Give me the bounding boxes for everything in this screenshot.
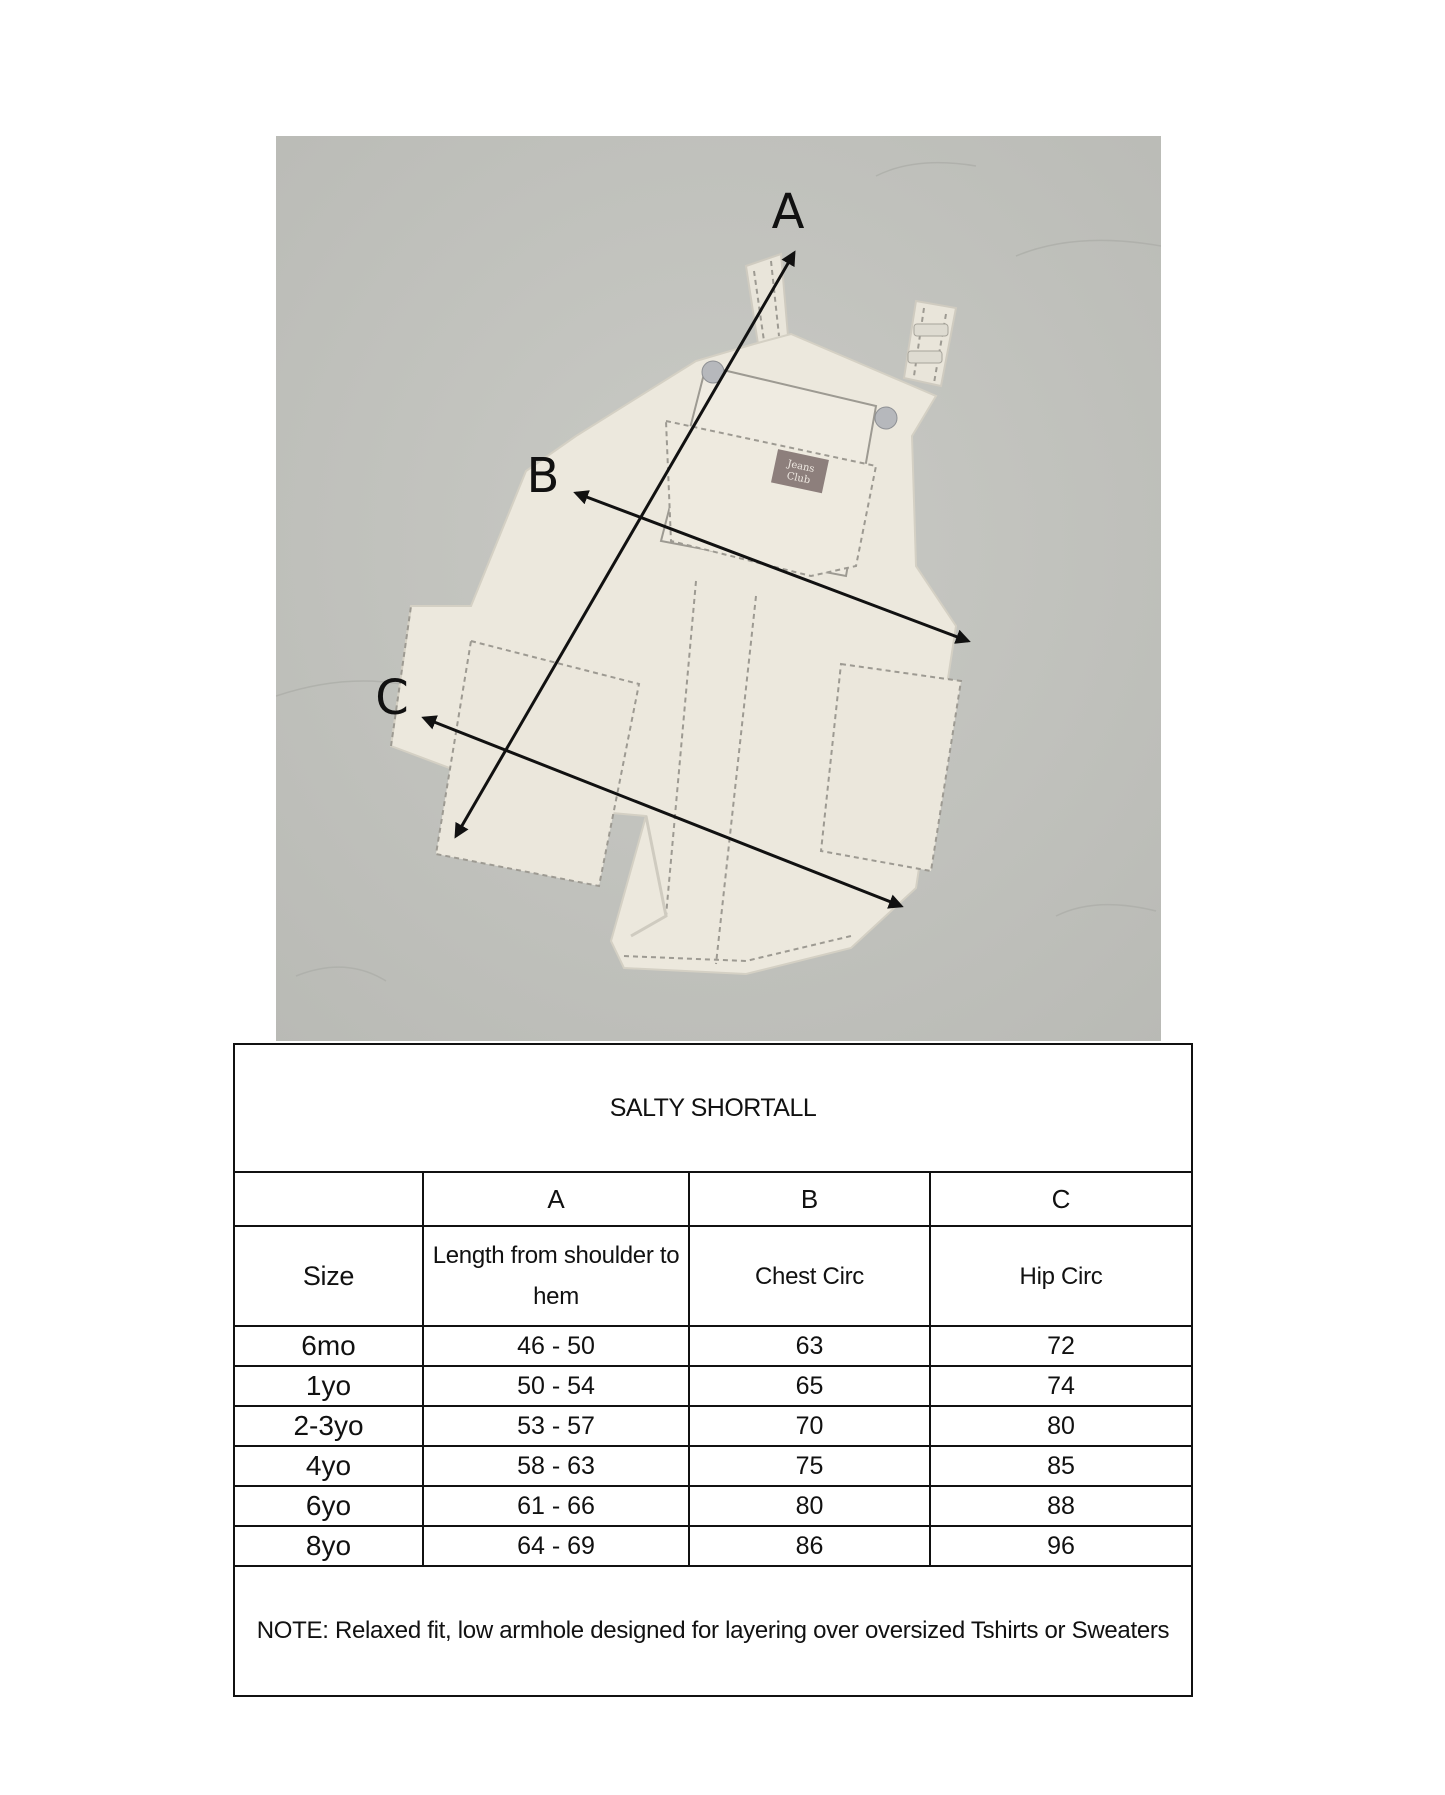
svg-text:Club: Club — [785, 470, 812, 487]
length-cell: 46 - 50 — [423, 1326, 689, 1366]
right-buckle — [875, 407, 897, 429]
hip-cell: 96 — [930, 1526, 1192, 1566]
size-chart-table — [233, 1043, 1193, 1697]
chest-cell: 75 — [689, 1446, 930, 1486]
letter-cell-a: A — [423, 1172, 689, 1226]
header-hip: Hip Circ — [930, 1226, 1192, 1326]
column-header-row — [234, 1226, 1192, 1326]
table-row — [234, 1366, 1192, 1406]
hip-cell: 74 — [930, 1366, 1192, 1406]
length-cell: 64 - 69 — [423, 1526, 689, 1566]
table-row — [234, 1526, 1192, 1566]
hip-cell: 88 — [930, 1486, 1192, 1526]
hip-cell: 72 — [930, 1326, 1192, 1366]
header-chest: Chest Circ — [689, 1226, 930, 1326]
size-cell: 1yo — [234, 1366, 423, 1406]
table-row — [234, 1446, 1192, 1486]
chest-cell: 65 — [689, 1366, 930, 1406]
measurement-letter-row — [234, 1172, 1192, 1226]
label-a: A — [771, 184, 805, 240]
size-cell: 6yo — [234, 1486, 423, 1526]
length-cell: 53 - 57 — [423, 1406, 689, 1446]
letter-cell-b: B — [689, 1172, 930, 1226]
size-cell: 2-3yo — [234, 1406, 423, 1446]
length-cell: 58 - 63 — [423, 1446, 689, 1486]
table-title: SALTY SHORTALL — [234, 1044, 1192, 1172]
size-cell: 6mo — [234, 1326, 423, 1366]
hip-cell: 80 — [930, 1406, 1192, 1446]
chest-cell: 70 — [689, 1406, 930, 1446]
table-row — [234, 1486, 1192, 1526]
svg-text:Jeans: Jeans — [786, 458, 816, 476]
size-cell: 4yo — [234, 1446, 423, 1486]
note-row — [234, 1566, 1192, 1696]
header-size: Size — [234, 1226, 423, 1326]
chest-cell: 86 — [689, 1526, 930, 1566]
chest-cell: 80 — [689, 1486, 930, 1526]
header-length: Length from shoulder to hem — [423, 1226, 689, 1326]
label-c: C — [375, 670, 409, 726]
table-row — [234, 1406, 1192, 1446]
letter-cell-blank — [234, 1172, 423, 1226]
size-cell: 8yo — [234, 1526, 423, 1566]
table-title-row — [234, 1044, 1192, 1172]
hip-cell: 85 — [930, 1446, 1192, 1486]
chest-cell: 63 — [689, 1326, 930, 1366]
letter-cell-c: C — [930, 1172, 1192, 1226]
length-cell: 50 - 54 — [423, 1366, 689, 1406]
fit-note: NOTE: Relaxed fit, low armhole designed for layering over oversized Tshirts or Sweaters — [234, 1566, 1192, 1696]
length-cell: 61 - 66 — [423, 1486, 689, 1526]
table-row — [234, 1326, 1192, 1366]
product-photo — [276, 136, 1161, 1041]
label-b: B — [526, 448, 560, 504]
